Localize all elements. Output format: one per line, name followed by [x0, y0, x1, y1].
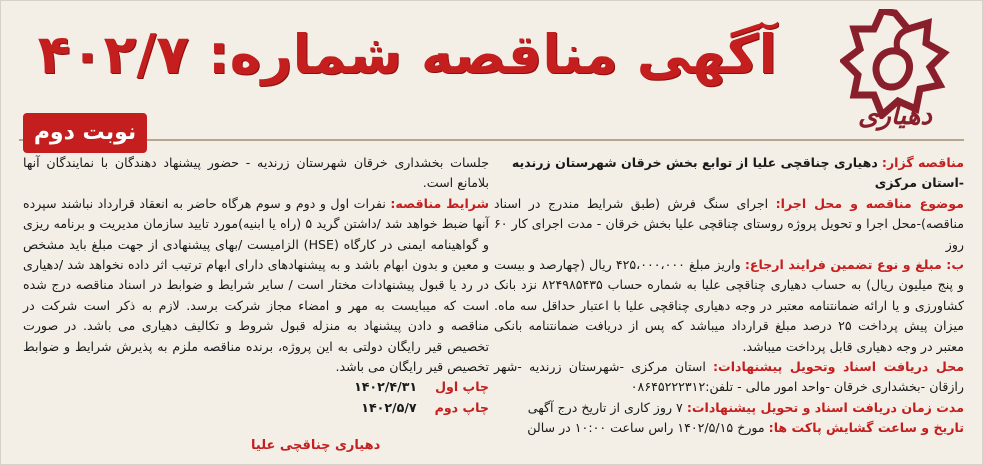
logo-text: دهیاری — [858, 101, 932, 131]
deadline-label: مدت زمان دریافت اسناد و تحویل پیشنهادات: — [686, 399, 964, 415]
print-first-row — [23, 377, 489, 397]
guarantee-text: واریز مبلغ ۴۲۵،۰۰۰،۰۰۰ ریال (چهارصد و بیست و پنج میلیون ریال) به حساب دهیاری چناقچی علیا به شماره حساب ۸۲۴۹۸۵۴۳۵ نزد بانک کشاورزی و یا ارائه ضمانتنامه معتبر در وجه دهیاری چناقچی علیا با اعتبار حداقل سه ماه. میزان پیش پرداخت ۲۵ درصد مبلغ قرارداد میباشد که پس از دریافت ضمانتنامه بانکی معتبر در وجه دهیاری قابل پرداخت میباشد. — [494, 257, 965, 354]
docs-label: محل دریافت اسناد وتحویل پیشنهادات: — [713, 359, 964, 375]
opening-text: مورخ ۱۴۰۲/۵/۱۵ راس ساعت ۱۰:۰۰ در سالن — [527, 420, 765, 436]
round-badge: نوبت دوم — [23, 113, 147, 153]
left-column — [23, 153, 489, 418]
conditions-label: شرایط مناقصه: — [390, 195, 489, 211]
page-title: آگهی مناقصه شماره: ۴۰۲/۷ — [37, 23, 777, 86]
divider — [19, 139, 964, 141]
print1-label: چاپ اول — [435, 379, 489, 395]
guarantee-label: ب: مبلغ و نوع تضمین فرایند ارجاع: — [744, 257, 964, 273]
organizer-label: مناقصه گزار: — [881, 155, 964, 170]
logo — [836, 9, 954, 137]
subject-text: اجرای سنگ فرش (طبق شرایط مندرج در اسناد مناقصه)-محل اجرا و تحویل پروژه روستای چناقچی علیا بخش خرقان - مدت اجرای کار ۶۰ روز — [494, 195, 964, 252]
right-column — [494, 153, 964, 439]
meeting-text: جلسات بخشداری خرقان شهرستان زرندیه - حضور پیشنهاد دهندگان با نمایندگان آنها بلامانع است. — [23, 155, 489, 191]
subject-label: موضوع مناقصه و محل اجرا: — [775, 195, 964, 211]
docs-text: استان مرکزی -شهرستان زرندیه -شهر رازقان -بخشداری خرقان -واحد امور مالی - تلفن:۰۸۶۴۵۲۲۲۳۱۲ — [494, 359, 964, 395]
deadline-text: ۷ روز کاری از تاریخ درج آگهی — [527, 399, 683, 415]
organizer-text-2: -استان مرکزی — [874, 175, 964, 191]
signature: دهیاری چناقچی علیا — [251, 438, 381, 453]
print2-label: چاپ دوم — [434, 399, 489, 415]
conditions-text: نفرات اول و دوم و سوم هرگاه حاضر به انعقاد قرارداد نباشند سپرده آنها ضبط خواهد شد /داشتن گرید ۵ (راه یا ابنیه)مورد تایید سازمان مدیریت و برنامه ریزی و گواهینامه ایمنی در کارگاه (HSE) الزامیست /بهای پیشنهادی از جهت مبلغ باید مشخص و معین و بدون ابهام باشد و به پیشنهادهای دارای ابهام ترتیب اثر داده نخواهد شد /دهیاری در رد یا قبول پیشنهادات مختار است / سایر شرایط و ضوابط در اسناد مناقصه درج شده است که میبایست به مهر و امضاء مجاز شرکت برسد. لازم به ذکر است شرکت در مناقصه و دادن پیشنهاد به منزله قبول شروط و تکالیف دهیاری می باشد. در صورت تخصیص قیر رایگان دولتی به این پروژه، برنده مناقصه ملزم به پذیرش شرایط و ضوابط تخصیص قیر رایگان می باشد. — [23, 195, 490, 375]
organizer-text: دهیاری چناقچی علیا از توابع بخش خرقان شهرستان زرندیه — [511, 155, 878, 170]
print2-date: ۱۴۰۲/۵/۷ — [361, 399, 417, 415]
opening-label: تاریخ و ساعت گشایش پاکت ها: — [768, 420, 964, 436]
print1-date: ۱۴۰۲/۴/۳۱ — [354, 379, 418, 395]
print-second-row — [23, 398, 489, 418]
